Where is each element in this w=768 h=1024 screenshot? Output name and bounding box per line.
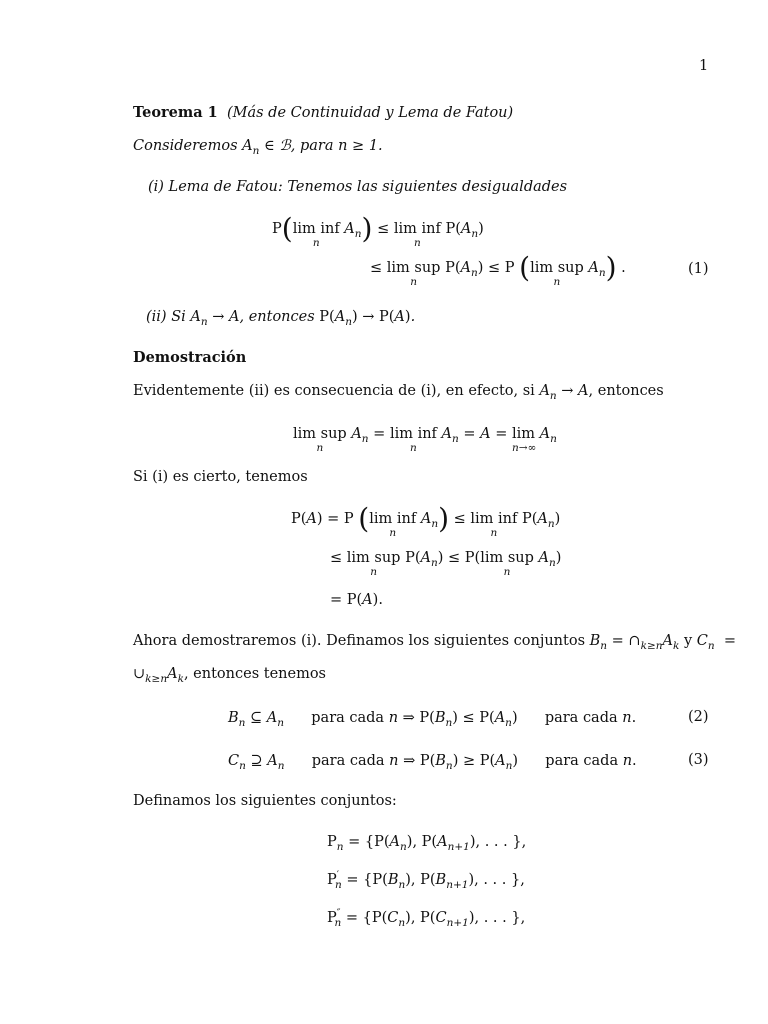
set-definition-p-double-prime: $P''_n = \{P(C_n)$, $P(C_{n+1})$, . . . }, bbox=[327, 908, 526, 929]
equation-3: $C_n$ ⊇ $A_n$ para cada n ⇒ $P(B_n) \ge P(A_n)$ para cada n. bbox=[228, 753, 637, 772]
equation-number-3: (3) bbox=[688, 752, 709, 768]
item-ii-math-b: $P(A_n) \to P(A)$ bbox=[319, 309, 411, 328]
p3-text-c: , entonces tenemos bbox=[183, 666, 326, 682]
demo-paragraph-3-line-1: Ahora demostraremos (i). Definamos los siguientes conjuntos $B_n$ = $\cap_{k\ge n}A_k$ y $C_n$ = bbox=[133, 633, 737, 652]
demo-paragraph-3-line-2: $\cup_{k\ge n}A_k$, entonces tenemos bbox=[133, 666, 326, 685]
set-definition-p-prime: $P'_n = \{P(B_n)$, $P(B_{n+1})$, . . . }, bbox=[327, 870, 525, 891]
theorem-title: (Más de Continuidad y Lema de Fatou) bbox=[226, 105, 514, 121]
intro-text-a: Consideremos bbox=[133, 138, 243, 154]
page-number: 1 bbox=[699, 58, 709, 74]
equation-1-line-1: P(lim inf n $A_n) \le \lim$ inf n $P(A_n)$ bbox=[272, 212, 484, 249]
p3-text-a: Ahora demostraremos (i). Definamos los siguientes conjuntos bbox=[133, 633, 590, 649]
item-i: (i) Lema de Fatou: Tenemos las siguientes desigualdades bbox=[148, 179, 568, 195]
p3-math-c: $C_n$ bbox=[696, 633, 715, 652]
item-ii bbox=[146, 309, 416, 328]
set-definition-p: $P_n = \{P(A_n)$, $P(A_{n+1})$, . . . }, bbox=[327, 834, 527, 853]
eq2-cond-text: para cada bbox=[311, 710, 389, 726]
derivation-line-3: = P(A). bbox=[330, 592, 383, 608]
eq3-tail-text: para cada bbox=[545, 753, 623, 769]
demo-paragraph-2: Si (i) es cierto, tenemos bbox=[133, 469, 308, 485]
theorem-label: Teorema 1 bbox=[133, 104, 218, 121]
p1-math: $A_n \to A$ bbox=[539, 383, 589, 402]
item-ii-math-a: $A_n \to A$ bbox=[190, 309, 240, 328]
eq3-cond-text: para cada bbox=[311, 753, 390, 769]
item-ii-text-b: , entonces bbox=[239, 309, 320, 325]
equation-limits: lim sup n $A_n = \lim$ inf n $A_n = A = \lim$ n→∞ $A_n$ bbox=[293, 426, 557, 454]
item-ii-text-a: (ii) Si bbox=[146, 309, 191, 325]
demo-paragraph-4: Definamos los siguientes conjuntos: bbox=[133, 793, 397, 809]
p1-text-b: , entonces bbox=[588, 383, 664, 399]
intro-text-b: , para bbox=[290, 138, 339, 154]
eq2-tail-text: para cada bbox=[544, 710, 623, 726]
equation-number-2: (2) bbox=[688, 709, 709, 725]
p3-text-b: y bbox=[679, 633, 697, 649]
theorem-intro bbox=[133, 138, 383, 157]
derivation-line-2: ≤ lim sup n $P(A_n) \le P(\lim$ sup n $A_n$) bbox=[330, 550, 562, 578]
derivation-line-1: P(A) = P (lim inf n $A_n) \le \lim$ inf n $P(A_n)$ bbox=[291, 502, 561, 539]
p1-text-a: Evidentemente (ii) es consecuencia de (i), en efecto, si bbox=[133, 383, 540, 399]
demo-paragraph-1 bbox=[133, 383, 664, 402]
intro-math-b: n ≥ 1 bbox=[338, 138, 379, 154]
intro-text-c: . bbox=[378, 138, 383, 154]
item-ii-text-c: . bbox=[410, 309, 416, 325]
equation-number-1: (1) bbox=[688, 261, 709, 277]
intro-math-a: $A_n$ ∈ ℬ bbox=[242, 138, 291, 157]
theorem-header bbox=[133, 106, 513, 121]
equation-2: $B_n$ ⊆ $A_n$ para cada n ⇒ $P(B_n) \le P(A_n)$ para cada n. bbox=[228, 710, 637, 729]
equation-1-line-2: ≤ lim sup n $P(A_n) \le P$ (lim sup n $A_n$) . bbox=[370, 251, 626, 288]
p3-math-b: $B_n$ bbox=[589, 633, 608, 652]
demo-heading: Demostración bbox=[133, 349, 247, 366]
